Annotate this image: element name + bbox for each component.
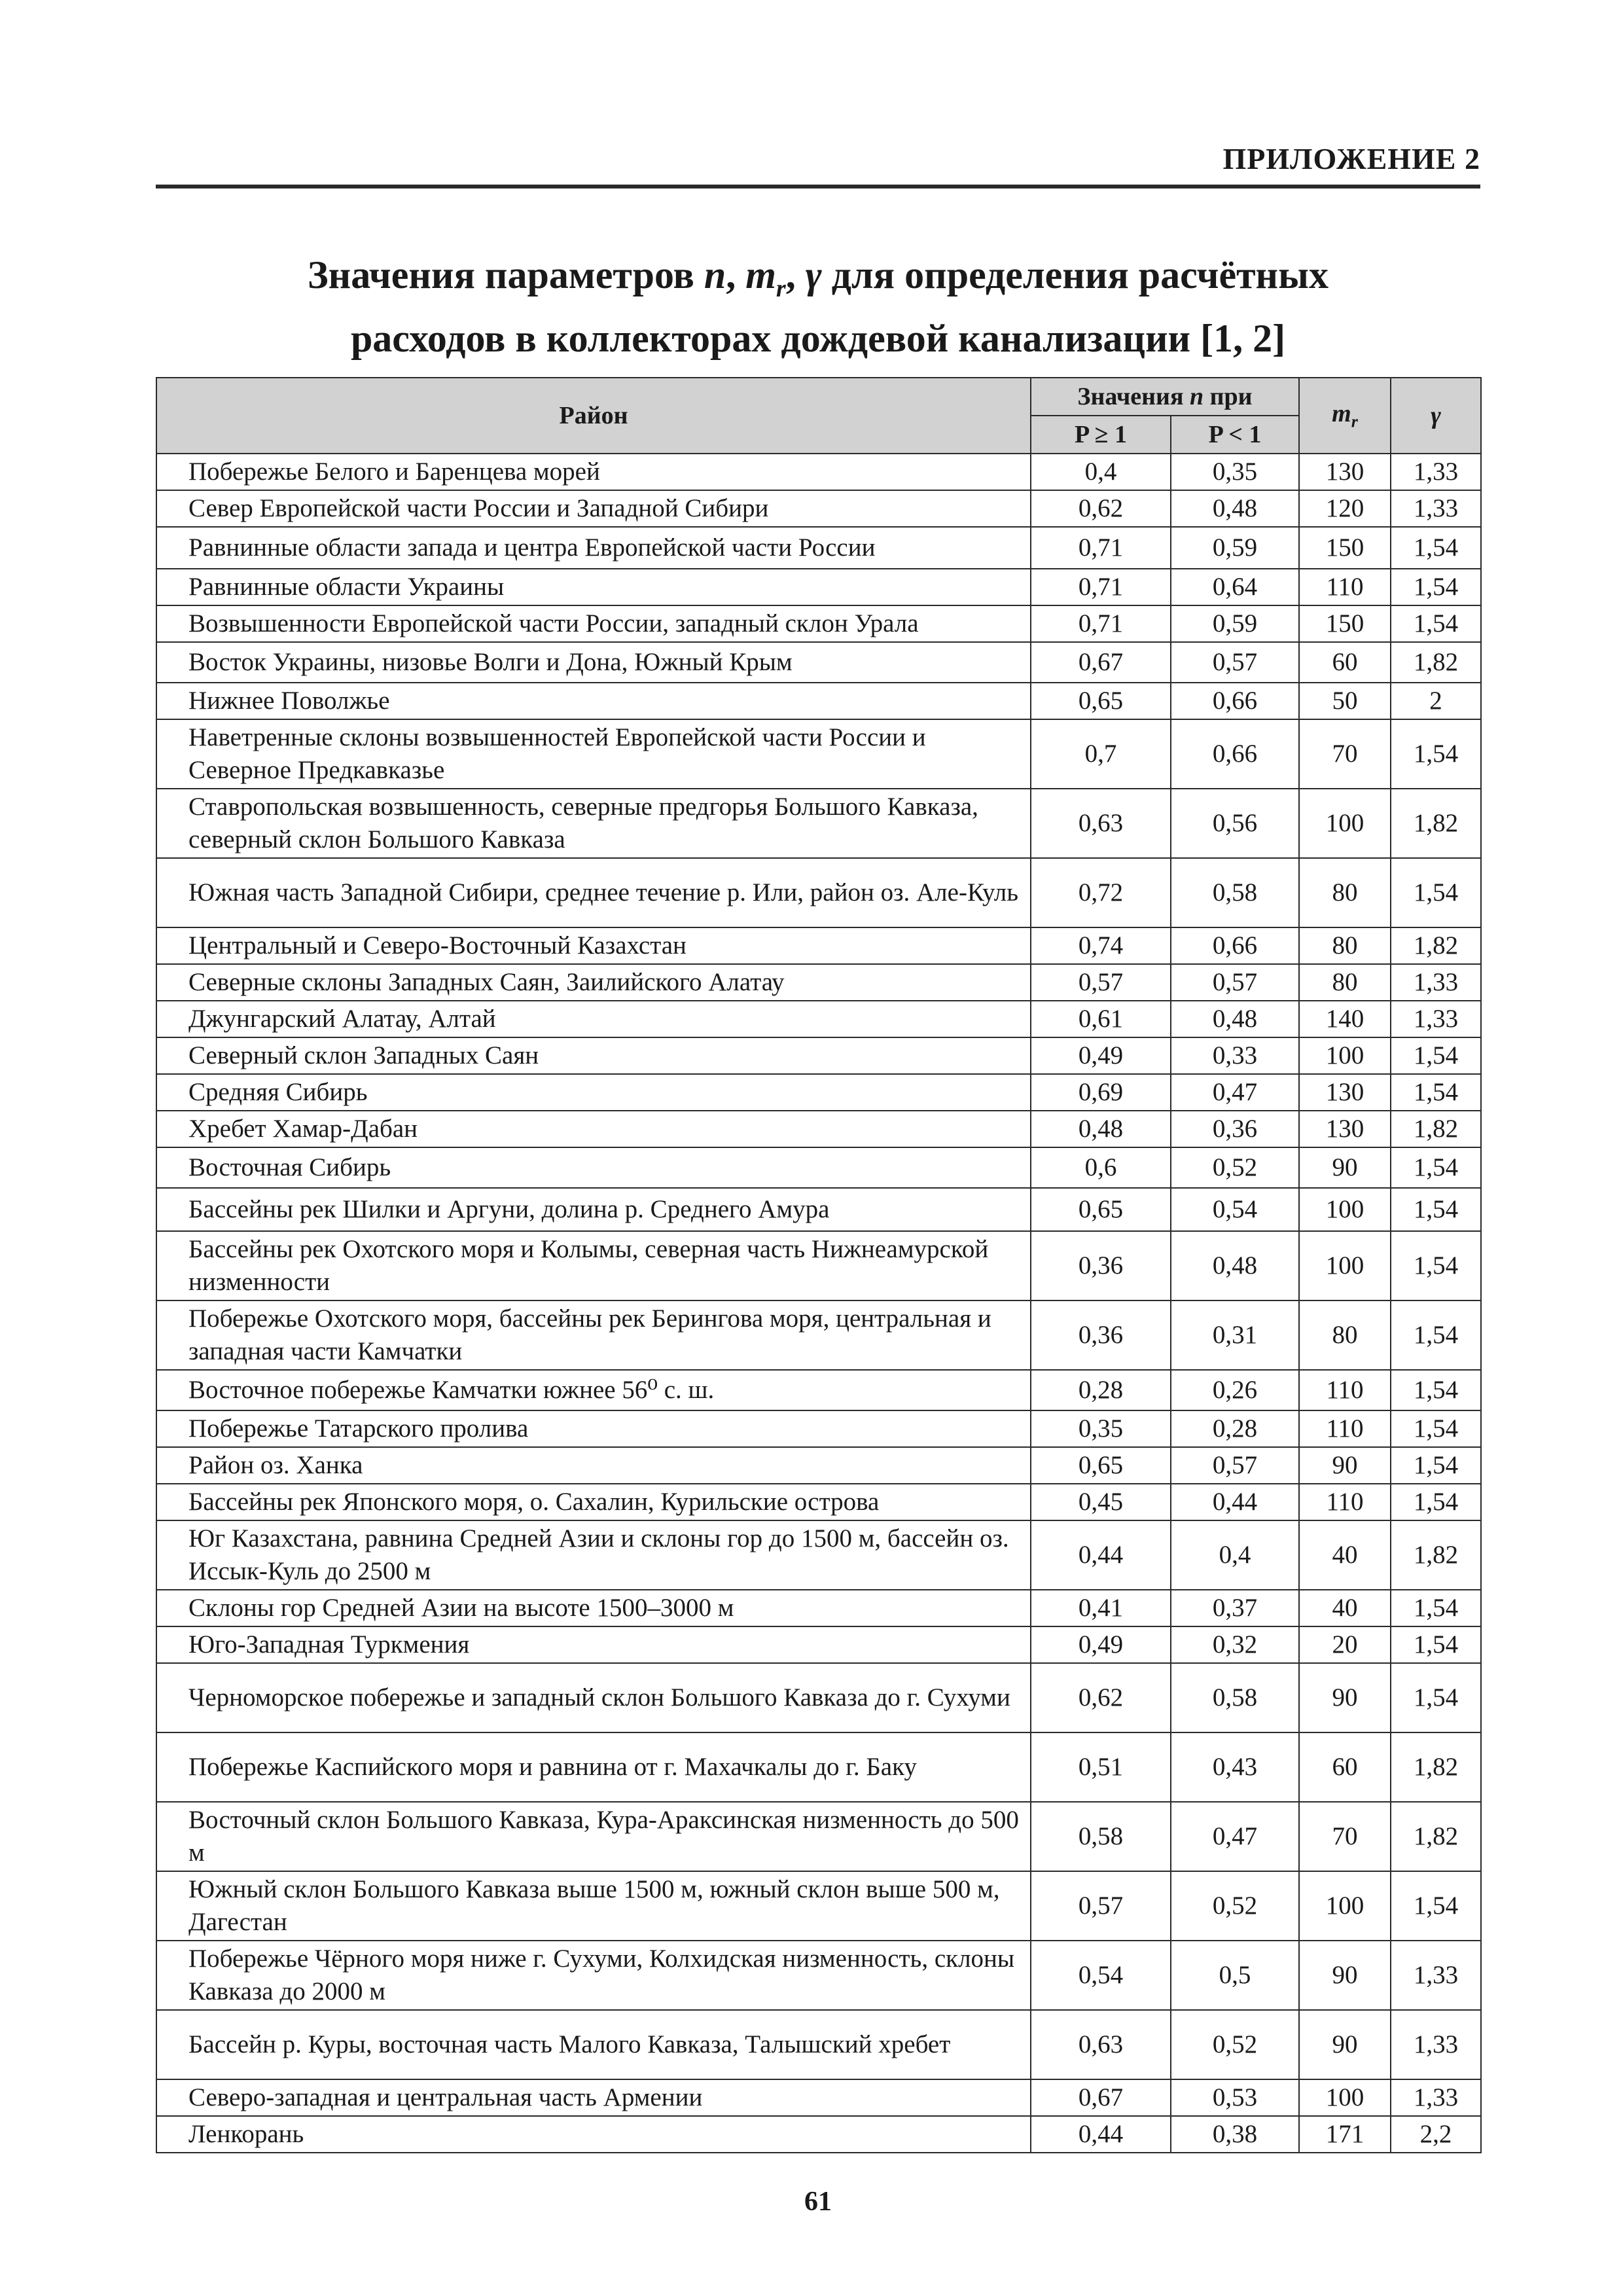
gamma-cell: 1,54	[1391, 1626, 1481, 1663]
n-p-ge-1-cell: 0,57	[1031, 964, 1171, 1001]
mr-cell: 90	[1299, 2010, 1391, 2079]
table-row	[156, 2010, 1481, 2079]
region-cell: Побережье Татарского пролива	[156, 1410, 1031, 1447]
n-p-ge-1-cell: 0,62	[1031, 490, 1171, 527]
mr-cell: 80	[1299, 1300, 1391, 1370]
table-row	[156, 1520, 1481, 1590]
mr-cell: 90	[1299, 1941, 1391, 2010]
gamma-cell: 1,82	[1391, 1111, 1481, 1147]
gamma-cell: 1,54	[1391, 1188, 1481, 1231]
header-region: Район	[156, 378, 1031, 454]
region-cell: Нижнее Поволжье	[156, 683, 1031, 719]
n-p-ge-1-cell: 0,35	[1031, 1410, 1171, 1447]
gamma-cell: 1,82	[1391, 927, 1481, 964]
table-row	[156, 2079, 1481, 2116]
region-cell: Северные склоны Западных Саян, Заилийского Алатау	[156, 964, 1031, 1001]
title-text-line2: расходов в коллекторах дождевой канализации [1, 2]	[350, 317, 1286, 360]
n-p-lt-1-cell: 0,32	[1171, 1626, 1299, 1663]
n-p-ge-1-cell: 0,74	[1031, 927, 1171, 964]
n-p-lt-1-cell: 0,35	[1171, 454, 1299, 490]
gamma-cell: 1,33	[1391, 1941, 1481, 2010]
parameters-table	[156, 377, 1482, 2153]
gamma-cell: 1,33	[1391, 2079, 1481, 2116]
gamma-cell: 1,54	[1391, 1370, 1481, 1410]
table-row	[156, 1484, 1481, 1520]
gamma-cell: 1,54	[1391, 1410, 1481, 1447]
n-p-ge-1-cell: 0,36	[1031, 1231, 1171, 1300]
n-p-ge-1-cell: 0,72	[1031, 858, 1171, 927]
gamma-cell: 1,54	[1391, 1484, 1481, 1520]
table-row	[156, 1871, 1481, 1941]
appendix-label: ПРИЛОЖЕНИЕ 2	[1222, 142, 1480, 175]
mr-cell: 80	[1299, 964, 1391, 1001]
mr-cell: 40	[1299, 1520, 1391, 1590]
n-p-lt-1-cell: 0,57	[1171, 1447, 1299, 1484]
gamma-cell: 1,33	[1391, 964, 1481, 1001]
n-p-ge-1-cell: 0,41	[1031, 1590, 1171, 1626]
n-p-lt-1-cell: 0,48	[1171, 1231, 1299, 1300]
gamma-cell: 1,54	[1391, 1147, 1481, 1188]
gamma-cell: 1,82	[1391, 642, 1481, 683]
table-row	[156, 490, 1481, 527]
region-cell: Побережье Охотского моря, бассейны рек Берингова моря, центральная и западная части Камчатки	[156, 1300, 1031, 1370]
table-row	[156, 1111, 1481, 1147]
mr-cell: 100	[1299, 1188, 1391, 1231]
region-cell: Бассейн р. Куры, восточная часть Малого Кавказа, Талышский хребет	[156, 2010, 1031, 2079]
gamma-cell: 1,33	[1391, 454, 1481, 490]
n-p-ge-1-cell: 0,45	[1031, 1484, 1171, 1520]
gamma-cell: 2	[1391, 683, 1481, 719]
mr-cell: 40	[1299, 1590, 1391, 1626]
n-p-ge-1-cell: 0,28	[1031, 1370, 1171, 1410]
header-n-var: n	[1190, 383, 1204, 410]
page-header	[156, 137, 1480, 188]
mr-cell: 50	[1299, 683, 1391, 719]
region-cell: Бассейны рек Охотского моря и Колымы, северная часть Нижнеамурской низменности	[156, 1231, 1031, 1300]
table-row	[156, 964, 1481, 1001]
table-row	[156, 1802, 1481, 1871]
n-p-ge-1-cell: 0,7	[1031, 719, 1171, 789]
table-body	[156, 454, 1481, 2153]
n-p-ge-1-cell: 0,65	[1031, 683, 1171, 719]
mr-cell: 120	[1299, 490, 1391, 527]
n-p-ge-1-cell: 0,51	[1031, 1732, 1171, 1802]
header-mr-text: m	[1332, 400, 1351, 428]
n-p-lt-1-cell: 0,66	[1171, 683, 1299, 719]
mr-cell: 90	[1299, 1663, 1391, 1732]
n-p-ge-1-cell: 0,67	[1031, 642, 1171, 683]
n-p-lt-1-cell: 0,26	[1171, 1370, 1299, 1410]
region-cell: Северный склон Западных Саян	[156, 1037, 1031, 1074]
region-cell: Средняя Сибирь	[156, 1074, 1031, 1111]
region-cell: Бассейны рек Японского моря, о. Сахалин, Курильские острова	[156, 1484, 1031, 1520]
region-cell: Ленкорань	[156, 2116, 1031, 2153]
title-var-m: m	[745, 253, 776, 296]
n-p-ge-1-cell: 0,63	[1031, 2010, 1171, 2079]
n-p-ge-1-cell: 0,4	[1031, 454, 1171, 490]
header-p-ge-1: P ≥ 1	[1031, 416, 1171, 454]
region-cell: Север Европейской части России и Западной Сибири	[156, 490, 1031, 527]
header-n-suffix: при	[1204, 383, 1253, 410]
gamma-cell: 1,33	[1391, 1001, 1481, 1037]
n-p-ge-1-cell: 0,49	[1031, 1037, 1171, 1074]
title-var-gamma: γ	[805, 253, 822, 296]
gamma-cell: 1,33	[1391, 2010, 1481, 2079]
n-p-lt-1-cell: 0,58	[1171, 858, 1299, 927]
n-p-lt-1-cell: 0,57	[1171, 964, 1299, 1001]
table-row	[156, 642, 1481, 683]
table-row	[156, 1231, 1481, 1300]
n-p-lt-1-cell: 0,53	[1171, 2079, 1299, 2116]
n-p-lt-1-cell: 0,66	[1171, 719, 1299, 789]
title-sep1: ,	[726, 253, 746, 296]
region-cell: Восток Украины, низовье Волги и Дона, Южный Крым	[156, 642, 1031, 683]
n-p-lt-1-cell: 0,28	[1171, 1410, 1299, 1447]
n-p-ge-1-cell: 0,44	[1031, 2116, 1171, 2153]
n-p-lt-1-cell: 0,44	[1171, 1484, 1299, 1520]
n-p-ge-1-cell: 0,36	[1031, 1300, 1171, 1370]
mr-cell: 100	[1299, 1871, 1391, 1941]
region-cell: Северо-западная и центральная часть Армении	[156, 2079, 1031, 2116]
gamma-cell: 1,54	[1391, 1447, 1481, 1484]
n-p-ge-1-cell: 0,71	[1031, 605, 1171, 642]
title-text-part2: для определения расчётных	[821, 253, 1329, 296]
gamma-cell: 1,54	[1391, 569, 1481, 605]
n-p-ge-1-cell: 0,65	[1031, 1188, 1171, 1231]
region-cell: Черноморское побережье и западный склон Большого Кавказа до г. Сухуми	[156, 1663, 1031, 1732]
mr-cell: 20	[1299, 1626, 1391, 1663]
header-n-values-text: Значения	[1077, 383, 1190, 410]
n-p-ge-1-cell: 0,49	[1031, 1626, 1171, 1663]
n-p-lt-1-cell: 0,54	[1171, 1188, 1299, 1231]
table-row	[156, 1037, 1481, 1074]
region-cell: Восточное побережье Камчатки южнее 56⁰ с. ш.	[156, 1370, 1031, 1410]
n-p-lt-1-cell: 0,31	[1171, 1300, 1299, 1370]
table-row	[156, 1300, 1481, 1370]
gamma-cell: 1,54	[1391, 1074, 1481, 1111]
region-cell: Бассейны рек Шилки и Аргуни, долина р. Среднего Амура	[156, 1188, 1031, 1231]
table-row	[156, 1001, 1481, 1037]
gamma-cell: 1,54	[1391, 527, 1481, 569]
region-cell: Район оз. Ханка	[156, 1447, 1031, 1484]
region-cell: Джунгарский Алатау, Алтай	[156, 1001, 1031, 1037]
n-p-lt-1-cell: 0,52	[1171, 1147, 1299, 1188]
mr-cell: 90	[1299, 1147, 1391, 1188]
header-p-lt-1: P < 1	[1171, 416, 1299, 454]
gamma-cell: 1,54	[1391, 1300, 1481, 1370]
region-cell: Восточная Сибирь	[156, 1147, 1031, 1188]
header-n-values	[1031, 378, 1299, 416]
gamma-cell: 1,54	[1391, 858, 1481, 927]
n-p-lt-1-cell: 0,52	[1171, 2010, 1299, 2079]
n-p-ge-1-cell: 0,57	[1031, 1871, 1171, 1941]
n-p-lt-1-cell: 0,48	[1171, 490, 1299, 527]
n-p-ge-1-cell: 0,71	[1031, 527, 1171, 569]
title-sep2: ,	[785, 253, 806, 296]
region-cell: Центральный и Северо-Восточный Казахстан	[156, 927, 1031, 964]
n-p-lt-1-cell: 0,47	[1171, 1074, 1299, 1111]
n-p-lt-1-cell: 0,64	[1171, 569, 1299, 605]
table-row	[156, 2116, 1481, 2153]
mr-cell: 60	[1299, 1732, 1391, 1802]
n-p-lt-1-cell: 0,33	[1171, 1037, 1299, 1074]
mr-cell: 130	[1299, 1074, 1391, 1111]
table-row	[156, 1447, 1481, 1484]
n-p-lt-1-cell: 0,5	[1171, 1941, 1299, 2010]
n-p-lt-1-cell: 0,56	[1171, 789, 1299, 858]
gamma-cell: 1,54	[1391, 1590, 1481, 1626]
n-p-lt-1-cell: 0,58	[1171, 1663, 1299, 1732]
region-cell: Хребет Хамар-Дабан	[156, 1111, 1031, 1147]
region-cell: Южная часть Западной Сибири, среднее течение р. Или, район оз. Але-Куль	[156, 858, 1031, 927]
title-var-n: n	[704, 253, 726, 296]
mr-cell: 100	[1299, 789, 1391, 858]
mr-cell: 150	[1299, 527, 1391, 569]
table-header	[156, 378, 1481, 454]
n-p-ge-1-cell: 0,6	[1031, 1147, 1171, 1188]
region-cell: Склоны гор Средней Азии на высоте 1500–3000 м	[156, 1590, 1031, 1626]
n-p-lt-1-cell: 0,43	[1171, 1732, 1299, 1802]
region-cell: Наветренные склоны возвышенностей Европейской части России и Северное Предкавказье	[156, 719, 1031, 789]
table-row	[156, 1188, 1481, 1231]
region-cell: Равнинные области запада и центра Европейской части России	[156, 527, 1031, 569]
mr-cell: 140	[1299, 1001, 1391, 1037]
gamma-cell: 1,54	[1391, 1871, 1481, 1941]
page-number: 61	[804, 2187, 832, 2217]
n-p-lt-1-cell: 0,37	[1171, 1590, 1299, 1626]
n-p-ge-1-cell: 0,54	[1031, 1941, 1171, 2010]
n-p-ge-1-cell: 0,62	[1031, 1663, 1171, 1732]
title-text-part1: Значения параметров	[308, 253, 704, 296]
n-p-lt-1-cell: 0,48	[1171, 1001, 1299, 1037]
mr-cell: 110	[1299, 1410, 1391, 1447]
table-row	[156, 527, 1481, 569]
region-cell: Юг Казахстана, равнина Средней Азии и склоны гор до 1500 м, бассейн оз. Иссык-Куль до 2500 м	[156, 1520, 1031, 1590]
gamma-cell: 1,54	[1391, 1231, 1481, 1300]
table-row	[156, 1074, 1481, 1111]
n-p-lt-1-cell: 0,4	[1171, 1520, 1299, 1590]
table-row	[156, 1732, 1481, 1802]
n-p-ge-1-cell: 0,58	[1031, 1802, 1171, 1871]
gamma-cell: 1,82	[1391, 1732, 1481, 1802]
mr-cell: 130	[1299, 1111, 1391, 1147]
table-row	[156, 454, 1481, 490]
header-mr	[1299, 378, 1391, 454]
n-p-ge-1-cell: 0,65	[1031, 1447, 1171, 1484]
gamma-cell: 1,82	[1391, 1520, 1481, 1590]
region-cell: Юго-Западная Туркмения	[156, 1626, 1031, 1663]
gamma-cell: 2,2	[1391, 2116, 1481, 2153]
table-row	[156, 1941, 1481, 2010]
mr-cell: 90	[1299, 1447, 1391, 1484]
region-cell: Возвышенности Европейской части России, западный склон Урала	[156, 605, 1031, 642]
mr-cell: 150	[1299, 605, 1391, 642]
n-p-ge-1-cell: 0,69	[1031, 1074, 1171, 1111]
gamma-cell: 1,82	[1391, 1802, 1481, 1871]
n-p-lt-1-cell: 0,59	[1171, 605, 1299, 642]
mr-cell: 80	[1299, 858, 1391, 927]
table-row	[156, 1410, 1481, 1447]
region-cell: Равнинные области Украины	[156, 569, 1031, 605]
region-cell: Южный склон Большого Кавказа выше 1500 м, южный склон выше 500 м, Дагестан	[156, 1871, 1031, 1941]
n-p-lt-1-cell: 0,57	[1171, 642, 1299, 683]
table-row	[156, 683, 1481, 719]
mr-cell: 110	[1299, 1484, 1391, 1520]
n-p-lt-1-cell: 0,36	[1171, 1111, 1299, 1147]
mr-cell: 70	[1299, 719, 1391, 789]
mr-cell: 80	[1299, 927, 1391, 964]
n-p-ge-1-cell: 0,44	[1031, 1520, 1171, 1590]
mr-cell: 110	[1299, 1370, 1391, 1410]
region-cell: Побережье Чёрного моря ниже г. Сухуми, Колхидская низменность, склоны Кавказа до 2000 м	[156, 1941, 1031, 2010]
gamma-cell: 1,54	[1391, 1037, 1481, 1074]
header-gamma: γ	[1391, 378, 1481, 454]
n-p-lt-1-cell: 0,38	[1171, 2116, 1299, 2153]
table-row	[156, 858, 1481, 927]
gamma-cell: 1,54	[1391, 605, 1481, 642]
mr-cell: 60	[1299, 642, 1391, 683]
table-row	[156, 605, 1481, 642]
region-cell: Ставропольская возвышенность, северные предгорья Большого Кавказа, северный склон Большого Кавказа	[156, 789, 1031, 858]
table-row	[156, 1147, 1481, 1188]
n-p-lt-1-cell: 0,52	[1171, 1871, 1299, 1941]
n-p-ge-1-cell: 0,67	[1031, 2079, 1171, 2116]
mr-cell: 100	[1299, 2079, 1391, 2116]
region-cell: Побережье Каспийского моря и равнина от г. Махачкалы до г. Баку	[156, 1732, 1031, 1802]
n-p-ge-1-cell: 0,63	[1031, 789, 1171, 858]
table-row	[156, 1626, 1481, 1663]
mr-cell: 171	[1299, 2116, 1391, 2153]
gamma-cell: 1,54	[1391, 1663, 1481, 1732]
mr-cell: 100	[1299, 1037, 1391, 1074]
header-mr-sub: r	[1351, 412, 1358, 431]
n-p-ge-1-cell: 0,71	[1031, 569, 1171, 605]
mr-cell: 130	[1299, 454, 1391, 490]
gamma-cell: 1,82	[1391, 789, 1481, 858]
title-var-m-sub: r	[776, 275, 786, 302]
n-p-lt-1-cell: 0,66	[1171, 927, 1299, 964]
n-p-ge-1-cell: 0,61	[1031, 1001, 1171, 1037]
table-row	[156, 789, 1481, 858]
table-row	[156, 569, 1481, 605]
mr-cell: 110	[1299, 569, 1391, 605]
mr-cell: 70	[1299, 1802, 1391, 1871]
table-row	[156, 719, 1481, 789]
region-cell: Побережье Белого и Баренцева морей	[156, 454, 1031, 490]
page-title	[156, 250, 1480, 363]
table-row	[156, 1663, 1481, 1732]
n-p-lt-1-cell: 0,47	[1171, 1802, 1299, 1871]
gamma-cell: 1,33	[1391, 490, 1481, 527]
mr-cell: 100	[1299, 1231, 1391, 1300]
n-p-lt-1-cell: 0,59	[1171, 527, 1299, 569]
table-row	[156, 1370, 1481, 1410]
table-row	[156, 1590, 1481, 1626]
gamma-cell: 1,54	[1391, 719, 1481, 789]
n-p-ge-1-cell: 0,48	[1031, 1111, 1171, 1147]
region-cell: Восточный склон Большого Кавказа, Кура-Араксинская низменность до 500 м	[156, 1802, 1031, 1871]
table-row	[156, 927, 1481, 964]
